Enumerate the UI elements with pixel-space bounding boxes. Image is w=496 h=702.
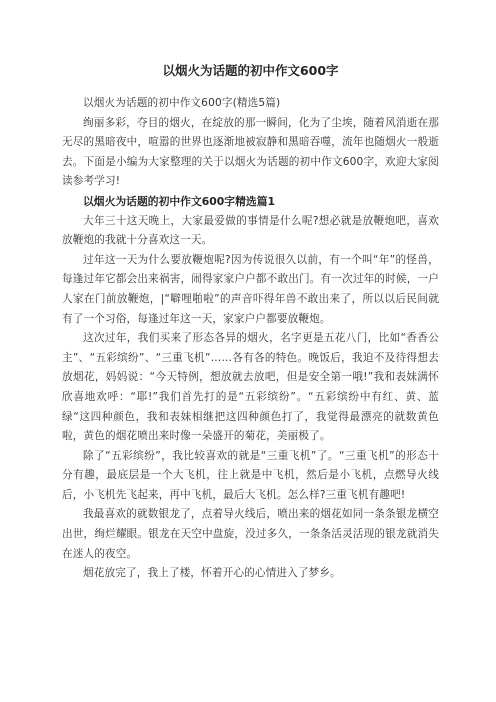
section-heading: 以烟火为话题的初中作文600字精选篇1 bbox=[83, 194, 276, 208]
document-title: 以烟火为话题的初中作文600字 bbox=[162, 63, 339, 78]
intro-paragraph: 绚丽多彩，夺目的烟火，在绽放的那一瞬间，化为了尘埃，随着风消逝在那无尽的黑暗夜中，喧嚣的世界也逐渐地被寂静和黑暗吞噬，流年也随烟火一般逝去。下面是小编为大家整理的关于以烟火为话题的初中作文600字，欢迎大家阅读参考学习! bbox=[62, 116, 439, 188]
body-paragraph: 过年这一天为什么要放鞭炮呢?因为传说很久以前，有一个叫“年”的怪兽，每逢过年它都会出来祸害，闹得家家户户都不敢出门。有一次过年的时候，一户人家在门前放鞭炮，|“噼哩啪啦”的声音吓得年兽不敢出来了，所以以后民间就有了一个习俗，每逢过年这一天，家家户户都要放鞭炮。 bbox=[62, 253, 439, 325]
body-paragraph: 除了“五彩缤纷”，我比较喜欢的就是“三重飞机”了。“三重飞机”的形态十分有趣，最底层是一个大飞机，往上就是中飞机，然后是小飞机，点燃导火线后，小飞机先飞起来，再中飞机，最后大飞机。怎么样?三重飞机有趣吧! bbox=[62, 449, 439, 501]
body-paragraph: 这次过年，我们买来了形态各异的烟火，名字更是五花八门，比如“香香公主”、“五彩缤纷”、“三重飞机”……各有各的特色。晚饭后，我迫不及待得想去放烟花，妈妈说：“今天特例，想放就去放吧，但是安全第一哦!”我和表妹满怀欣喜地欢呼：“耶!”我们首先打的是“五彩缤纷”。“五彩缤纷中有红、黄、蓝绿“这四种颜色，我和表妹相继把这四种颜色打了，我觉得最漂亮的就数黄色啦，黄色的烟花喷出来时像一朵盛开的菊花，美丽极了。 bbox=[62, 332, 439, 443]
body-paragraph: 大年三十这天晚上，大家最爱做的事情是什么呢?想必就是放鞭炮吧，喜欢放鞭炮的我就十分喜欢这一天。 bbox=[62, 214, 439, 247]
body-paragraph: 烟花放完了，我上了楼，怀着开心的心情进入了梦乡。 bbox=[83, 567, 341, 580]
body-paragraph: 我最喜欢的就数银龙了，点着导火线后，喷出来的烟花如同一条条银龙横空出世，绚烂耀眼。银龙在天空中盘旋，没过多久，一条条活灵活现的银龙就消失在迷人的夜空。 bbox=[62, 508, 439, 560]
document-subtitle: 以烟火为话题的初中作文600字(精选5篇) bbox=[83, 97, 281, 109]
